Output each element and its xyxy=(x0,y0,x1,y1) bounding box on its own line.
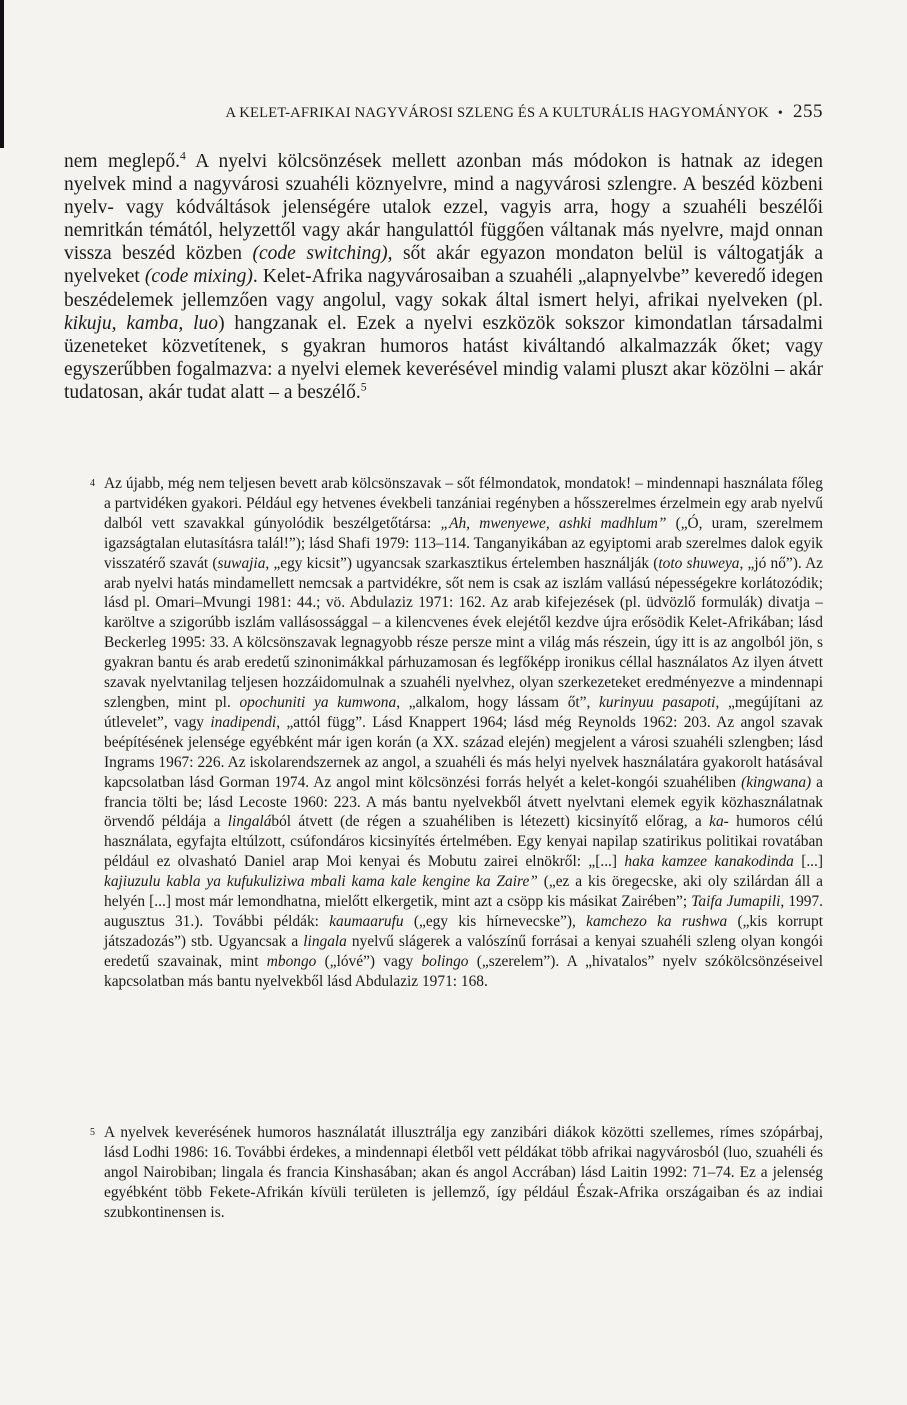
text-run: nyelvű slágerek a valószínű forrásai a kenyai szuahéli szleng olyan kongói eredetű szavainak, mint xyxy=(104,932,823,970)
text-run: [...] xyxy=(793,853,823,871)
italic-term: opochuniti ya kumwona xyxy=(239,693,397,711)
running-head-title: A KELET-AFRIKAI NAGYVÁROSI SZLENG ÉS A KULTURÁLIS HAGYOMÁNYOK xyxy=(225,105,769,121)
text-run: , „egy kicsit”) ugyancsak szarkasztikus értelemben használják ( xyxy=(265,554,659,572)
main-paragraph xyxy=(64,150,823,404)
text-run: („lóvé”) vagy xyxy=(316,952,422,970)
footnote-4 xyxy=(90,474,824,992)
text-run: („kis korrupt játszadozás”) stb. Ugyancsak a xyxy=(104,912,823,950)
text-run: ) hangzanak el. Ezek a nyelvi eszközök sokszor kimondatlan társadalmi üzeneteket közvetítenek, s gyakran humoros hatást kiváltandó alkalmazzák őket; vagy egyszerűbben fogalmazva: a nyelvi elemek keverésével mindig valami pluszt akar közölni – akár tudatosan, akár tudat alatt – a beszélő. xyxy=(64,312,823,403)
language-examples: kikuju, kamba, luo xyxy=(64,312,219,334)
footnote-marker-4: 4 xyxy=(90,478,95,489)
italic-term: lingalá xyxy=(227,813,272,831)
bullet-separator: • xyxy=(777,106,783,121)
term-code-mixing: (code mixing) xyxy=(144,266,253,288)
text-run: , „alkalom, hogy lássam őt”, xyxy=(396,693,600,711)
text-run: ból átvett (de régen a szuahéliben is létezett) kicsinyítő előrag, a xyxy=(271,813,710,831)
term-code-switching: (code switching) xyxy=(252,243,388,265)
text-run: , 1997. augusztus 31.). További példák: xyxy=(104,893,823,930)
text-run: , „attól függ”. Lásd Knappert 1964; lásd még Reynolds 1962: 203. Az angol szavak beépítésének jelensége egyébként már igen korán (a XX. század elején) megjelent a városi szuahéli szlengben; lásd Ingrams 1967: 226. Az iskolarendszernek az angol, a szuahéli és más helyi nyelvek használatára gyakorolt hatásával kapcsolatban lásd Gorman 1974. Az angol mint kölcsönzési forrás helyét a kelet-kongói szuahéliben xyxy=(104,713,823,791)
italic-term: mbongo xyxy=(266,952,317,970)
italic-term: inadipendi xyxy=(210,713,277,731)
text-run: („Ó, uram, szerelmem igazságtalan elutasításra talál!”); lásd Shafi 1979: 113–114. Tanganyikában az egyiptomi arab szerelmes dalok egyik visszatérő szavát ( xyxy=(104,514,823,572)
footnote-marker-5: 5 xyxy=(90,1127,95,1138)
text-run: Az újabb, még nem teljesen bevett arab kölcsönszavak – sőt félmondatok, mondatok! – mindennapi használata főleg a partvidéken gyakori. Például egy hetvenes évekbeli tanzániai regényben a hősszerelmes érzelmein egy arab nyelvű dalból vett szavakkal gúnyolódik beszélgetőtársa: xyxy=(104,475,823,532)
text-run: , „jó nő”). Az arab nyelvi hatás mindamellett nemcsak a partvidékre, sőt nem is csak az iszlám vallású népességekre korlátozódik; lásd pl. Omari–Mvungi 1981: 44.; vö. Abdulaziz 1971: 162. Az arab kifejezések (pl. üdvözlő formulák) divatja – karöltve a szigorúbb iszlám vallásossággal – a kilencvenes évek elejétől kezdve újra erősödik Kelet-Afrikában; lásd Beckerleg 1995: 33. A kölcsönszavak legnagyobb része persze mint a világ más részein, úgy itt is az angolból jön, s gyakran bantu és arab eredetű szinonimákkal párhuzamosan és legfőképp ironikus céllal használatos Az ilyen átvett szavak nyelvtanilag teljesen hozzáidomulnak a szuahéli nyelvhez, olyan szerkezeteket eredményezve a mindennapi szlengben, mint pl. xyxy=(104,554,824,711)
footnote-reference-5[interactable]: 5 xyxy=(360,380,367,394)
italic-quote: haka kamzee kanakodinda xyxy=(624,853,794,871)
text-run: nem meglepő. xyxy=(64,151,180,172)
text-run: („egy kis hírnevecske”), xyxy=(403,912,587,930)
text-run: („szerelem”). A „hivatalos” nyelv szókölcsönzéseivel kapcsolatban más bantu nyelvekből lásd Abdulaziz 1971: 168. xyxy=(104,952,823,990)
italic-term: kurinyuu pasapoti xyxy=(599,693,716,711)
text-run: A nyelvi kölcsönzések mellett azonban más módokon is hatnak az idegen nyelvek mind a nagyvárosi szuahéli köznyelvre, mind a nagyvárosi szlengre. A beszéd közbeni nyelv- vagy kódváltások jelenségére utalok ezzel, vagyis arra, hogy a szuahéli beszélői nemritkán témától, helyzettől vagy akár hangulattól függően váltanak más nyelvre, majd onnan vissza beszéd közben xyxy=(64,151,823,265)
italic-term: kamchezo ka rushwa xyxy=(586,912,728,930)
text-run: („ez a kis öregecske, aki oly szilárdan áll a helyén [...] most már lemondhatna, mielőtt elkergetik, mint azt a csöpp kis másikat Zairében”; xyxy=(104,873,823,911)
text-run: . Kelet-Afrika nagyvárosaiban a szuahéli „alapnyelvbe” keveredő idegen beszédelemek jellemzően vagy angolul, vagy sokak által ismert helyi, afrikai nyelveken (pl. xyxy=(64,266,824,311)
italic-term: suwajia xyxy=(217,554,266,572)
text-run: humoros célú használata, egyfajta eltúlzott, csúfondáros kicsinyítés értelmében. Egy kenyai napilap szatirikus politikai rovatában például ez olvasható Daniel arap Moi kenyai és Mobutu zairei elnökről: „[...] xyxy=(104,813,823,871)
italic-term: ka- xyxy=(709,813,729,831)
footnote-reference-4[interactable]: 4 xyxy=(179,149,186,163)
page-edge-mark xyxy=(0,0,4,148)
italic-term: (kingwana) xyxy=(741,773,812,791)
text-run: A nyelvek keverésének humoros használatát illusztrálja egy zanzibári diákok közötti szellemes, rímes szópárbaj, lásd Lodhi 1986: 16. További érdekes, a mindennapi életből vett példákat több afrikai nagyvárosból (luo, szuahéli és angol Nairobiban; lingala és francia Kinshasában; akan és angol Accrában) lásd Laitin 1992: 71–74. Ez a jelenség egyébként több Fekete-Afrikán kívüli területen is jellemző, így például Észak-Afrika országaiban és az indiai szubkontinensen is. xyxy=(104,1124,823,1221)
text-run: , „megújítani az útlevelet”, vagy xyxy=(104,693,823,731)
italic-term: kaumaarufu xyxy=(329,912,404,930)
text-run: a francia tölti be; lásd Lecoste 1960: 223. A más bantu nyelvekből átvett nyelvtani elemek egyik közhasználatnak örvendő példája a xyxy=(104,773,823,831)
footnote-5 xyxy=(90,1123,823,1223)
italic-source: Taifa Jumapili xyxy=(691,893,781,911)
italic-term: toto shuweya xyxy=(658,554,740,572)
page-number: 255 xyxy=(793,101,823,122)
italic-term: lingala xyxy=(303,932,347,950)
italic-term: bolingo xyxy=(421,952,469,970)
text-run: , sőt akár egyazon mondaton belül is váltogatják a nyelveket xyxy=(64,243,823,288)
italic-quote: kajiuzulu kabla ya kufukuliziwa mbali kama kale kengine ka Zaire” xyxy=(104,873,538,891)
running-head xyxy=(148,101,823,129)
italic-quote: „Ah, mwenyewe, ashki madhlum” xyxy=(440,514,667,532)
